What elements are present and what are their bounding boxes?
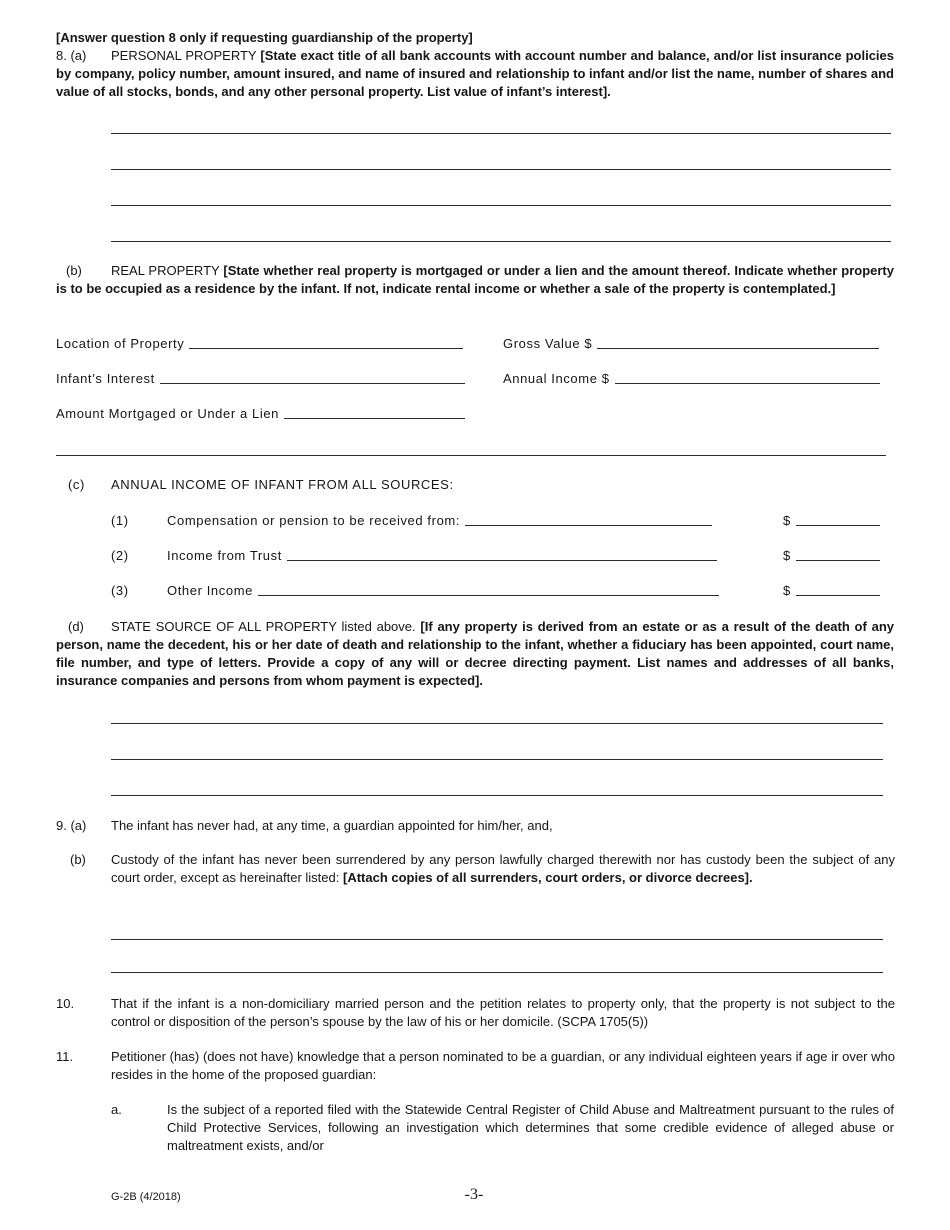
annual-income-label: Annual Income $ [503, 371, 610, 386]
q9a-label: 9. (a) [56, 818, 87, 833]
income-item-number: (3) [111, 583, 129, 598]
q8c-title: ANNUAL INCOME OF INFANT FROM ALL SOURCES: [111, 477, 454, 492]
q8c-heading [68, 476, 454, 494]
currency-symbol: $ [783, 513, 791, 528]
q8d-answer-line [111, 723, 883, 724]
q8b-label: (b) [66, 263, 82, 278]
question-8-intro: [Answer question 8 only if requesting guardianship of the property] [56, 30, 473, 45]
other-income-amount-field [783, 582, 880, 600]
income-item-number: (2) [111, 548, 129, 563]
compensation-label: Compensation or pension to be received from: [167, 513, 461, 528]
q8a-title: PERSONAL PROPERTY [111, 48, 257, 63]
q8d-title-suffix: listed above. [341, 619, 416, 634]
q8d-label: (d) [68, 619, 84, 634]
q11-text: Petitioner (has) (does not have) knowledge that a person nominated to be a guardian, or any individual eighteen years if age ir over who resides in the home of the proposed guardian: [111, 1049, 895, 1082]
trust-amount-blank [796, 560, 880, 561]
amount-mortgaged-blank [284, 418, 465, 419]
compensation-amount-field [783, 512, 880, 530]
q8b-instruction: [State whether real property is mortgaged or under a lien and the amount thereof. Indicate whether property is to be occupied as a residence by the infant. If not, indicate rental income or whether a sale of the property is contemplated.] [56, 263, 894, 296]
other-income-blank [258, 595, 719, 596]
q9b-instruction: [Attach copies of all surrenders, court orders, or divorce decrees]. [342, 870, 753, 885]
q8d-paragraph [56, 618, 894, 690]
q8b-answer-line [56, 455, 886, 456]
q8d-title: STATE SOURCE OF ALL PROPERTY [111, 619, 337, 634]
annual-income-blank [615, 383, 880, 384]
infant-interest-field [56, 370, 465, 388]
q9a-text: The infant has never had, at any time, a guardian appointed for him/her, and, [111, 818, 553, 833]
gross-value-label: Gross Value $ [503, 336, 593, 351]
form-id: G-2B (4/2018) [111, 1191, 181, 1203]
q8a-answer-line [111, 205, 891, 206]
q8d-answer-line [111, 795, 883, 796]
q8d-instruction: [If any property is derived from an estate or as a result of the death of any person, name the decedent, his or her date of death and relationship to the infant, whether a fiduciary has been appointed, court name, file number, and type of letters. Provide a copy of any will or decree directing payment. List names and addresses of all banks, insurance companies and persons from whom payment is expected]. [56, 619, 894, 688]
q8a-paragraph [56, 47, 894, 101]
location-of-property-blank [189, 348, 463, 349]
infant-interest-blank [160, 383, 465, 384]
q8b-title: REAL PROPERTY [111, 263, 220, 278]
q8a-answer-line [111, 133, 891, 134]
q11a-text: Is the subject of a reported filed with the Statewide Central Register of Child Abuse and Maltreatment pursuant to the rules of Child Protective Services, following an investigation which determines that some credible evidence of alleged abuse or maltreatment exists, and/or [167, 1102, 894, 1153]
currency-symbol: $ [783, 548, 791, 563]
amount-mortgaged-field [56, 405, 465, 423]
income-item-number: (1) [111, 513, 129, 528]
amount-mortgaged-label: Amount Mortgaged or Under a Lien [56, 406, 279, 421]
other-income-label: Other Income [167, 583, 253, 598]
other-income-field [167, 582, 719, 600]
income-from-trust-blank [287, 560, 717, 561]
gross-value-field [503, 335, 879, 353]
q8a-answer-line [111, 241, 891, 242]
q9b-text: Custody of the infant has never been surrendered by any person lawfully charged therewith nor has custody been the subject of any court order, except as hereinafter listed: [111, 852, 895, 885]
q9b-label: (b) [70, 852, 86, 867]
q8a-instruction: [State exact title of all bank accounts with account number and balance, and/or list insurance policies by company, policy number, amount insured, and name of insured and relationship to infant and/or list the name, number of shares and value of all stocks, bonds, and any other personal property. List value of infant’s interest]. [56, 48, 895, 99]
q8a-answer-line [111, 169, 891, 170]
q9b-answer-line [111, 972, 883, 973]
q9b-paragraph [111, 851, 895, 887]
compensation-field [167, 512, 712, 530]
currency-symbol: $ [783, 583, 791, 598]
compensation-blank [465, 525, 712, 526]
annual-income-field [503, 370, 880, 388]
other-income-amount-blank [796, 595, 880, 596]
q8b-paragraph [56, 262, 894, 298]
page-number: -3- [464, 1186, 484, 1203]
location-of-property-field [56, 335, 463, 353]
location-of-property-label: Location of Property [56, 336, 185, 351]
q8d-answer-line [111, 759, 883, 760]
q10-label: 10. [56, 996, 75, 1011]
compensation-amount-blank [796, 525, 880, 526]
q9b-answer-line [111, 939, 883, 940]
q10-text: That if the infant is a non-domiciliary married person and the petition relates to property only, that the property is not subject to the control or disposition of the person’s spouse by the law of his or her domicile. (SCPA 1705(5)) [111, 996, 895, 1029]
q8a-label: 8. (a) [56, 48, 87, 63]
gross-value-blank [597, 348, 879, 349]
trust-amount-field [783, 547, 880, 565]
q11-label: 11. [56, 1049, 74, 1064]
income-from-trust-label: Income from Trust [167, 548, 282, 563]
q11a-label: a. [111, 1102, 122, 1117]
infant-interest-label: Infant’s Interest [56, 371, 155, 386]
q8c-label: (c) [68, 477, 85, 492]
income-from-trust-field [167, 547, 717, 565]
